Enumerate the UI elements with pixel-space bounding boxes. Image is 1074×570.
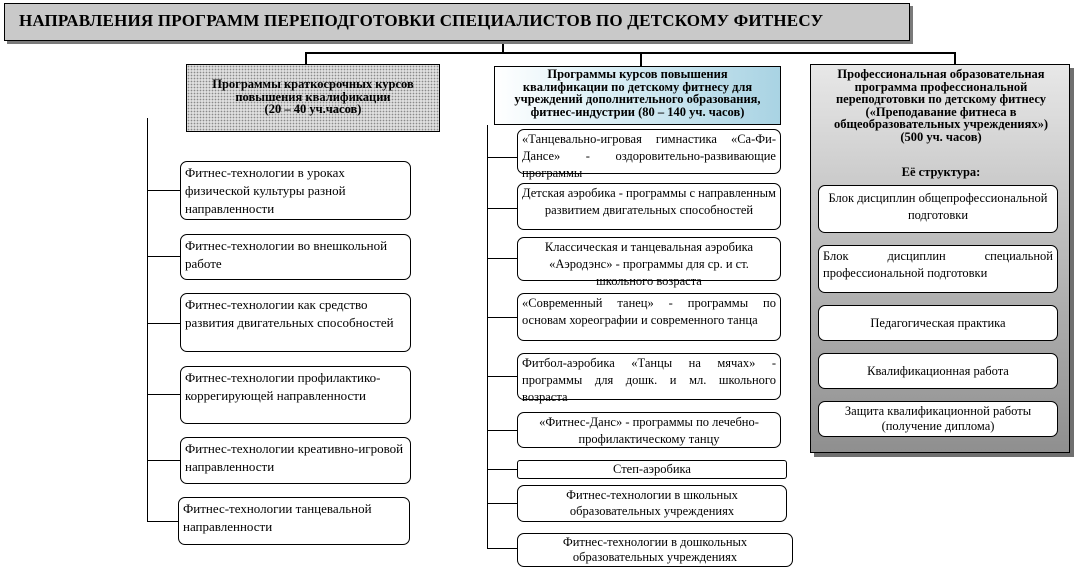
program-block-item: Квалификационная работа — [818, 353, 1058, 389]
header-line: («Преподавание фитнеса в — [865, 104, 1017, 119]
program-block-item: Блок дисциплин общепрофессиональной подготовки — [818, 185, 1058, 233]
short-course-item: Фитнес-технологии профилактико-коррегирующей направленности — [180, 366, 411, 424]
header-line: (20 – 40 уч.часов) — [264, 102, 362, 116]
qualification-courses-header — [494, 66, 781, 125]
program-block-item: Защита квалификационной работы (получение диплома) — [818, 401, 1058, 437]
short-course-item: Фитнес-технологии как средство развития двигательных способностей — [180, 293, 411, 352]
qualification-course-item: Степ-аэробика — [517, 460, 787, 479]
header-line: фитнес-индустрии (80 – 140 уч. часов) — [530, 104, 745, 119]
header-line: повышения квалификации — [235, 89, 391, 104]
diagram-title: НАПРАВЛЕНИЯ ПРОГРАММ ПЕРЕПОДГОТОВКИ СПЕЦИАЛИСТОВ ПО ДЕТСКОМУ ФИТНЕСУ — [4, 3, 910, 41]
header-line: учреждений дополнительного образования, — [514, 92, 761, 106]
qualification-course-item: Фитнес-технологии в дошкольных образовательных учреждениях — [517, 533, 793, 567]
header-line: (500 уч. часов) — [900, 129, 982, 144]
qualification-course-item: «Танцевально-игровая гимнастика «Са-Фи-Дансе» - оздоровительно-развивающие программы — [517, 129, 781, 174]
header-line: Программы краткосрочных курсов — [212, 77, 414, 91]
qualification-course-item: Фитбол-аэробика «Танцы на мячах» - программы для дошк. и мл. школьного возраста — [517, 353, 781, 400]
header-line: программа профессиональной — [854, 79, 1028, 94]
short-course-item: Фитнес-технологии креативно-игровой направленности — [180, 437, 411, 484]
header-line: квалификации по детскому фитнесу для — [522, 79, 753, 94]
program-block-item: Блок дисциплин специальной профессиональной подготовки — [818, 245, 1058, 293]
professional-program-header — [815, 68, 1067, 143]
header-line: переподготовки по детскому фитнесу — [835, 92, 1047, 106]
short-course-item: Фитнес-технологии танцевальной направленности — [178, 497, 410, 545]
short-courses-header — [186, 64, 440, 132]
qualification-course-item: Фитнес-технологии в школьных образовательных учреждениях — [517, 485, 787, 522]
program-block-item: Педагогическая практика — [818, 305, 1058, 341]
structure-label: Её структура: — [901, 165, 981, 179]
header-line: общеобразовательных учреждениях») — [833, 117, 1049, 131]
qualification-course-item: «Современный танец» - программы по основам хореографии и современного танца — [517, 293, 781, 341]
short-course-item: Фитнес-технологии в уроках физической культуры разной направленности — [180, 161, 411, 220]
qualification-course-item: Детская аэробика - программы с направленным развитием двигательных способностей — [517, 183, 781, 230]
qualification-course-item: «Фитнес-Данс» - программы по лечебно-профилактическому танцу — [517, 412, 781, 448]
short-course-item: Фитнес-технологии во внешкольной работе — [180, 234, 411, 280]
qualification-course-item: Классическая и танцевальная аэробика «Аэродэнс» - программы для ср. и ст. школьного возраста — [517, 237, 781, 281]
header-line: Программы курсов повышения — [547, 67, 728, 81]
header-line: Профессиональная образовательная — [837, 67, 1045, 81]
